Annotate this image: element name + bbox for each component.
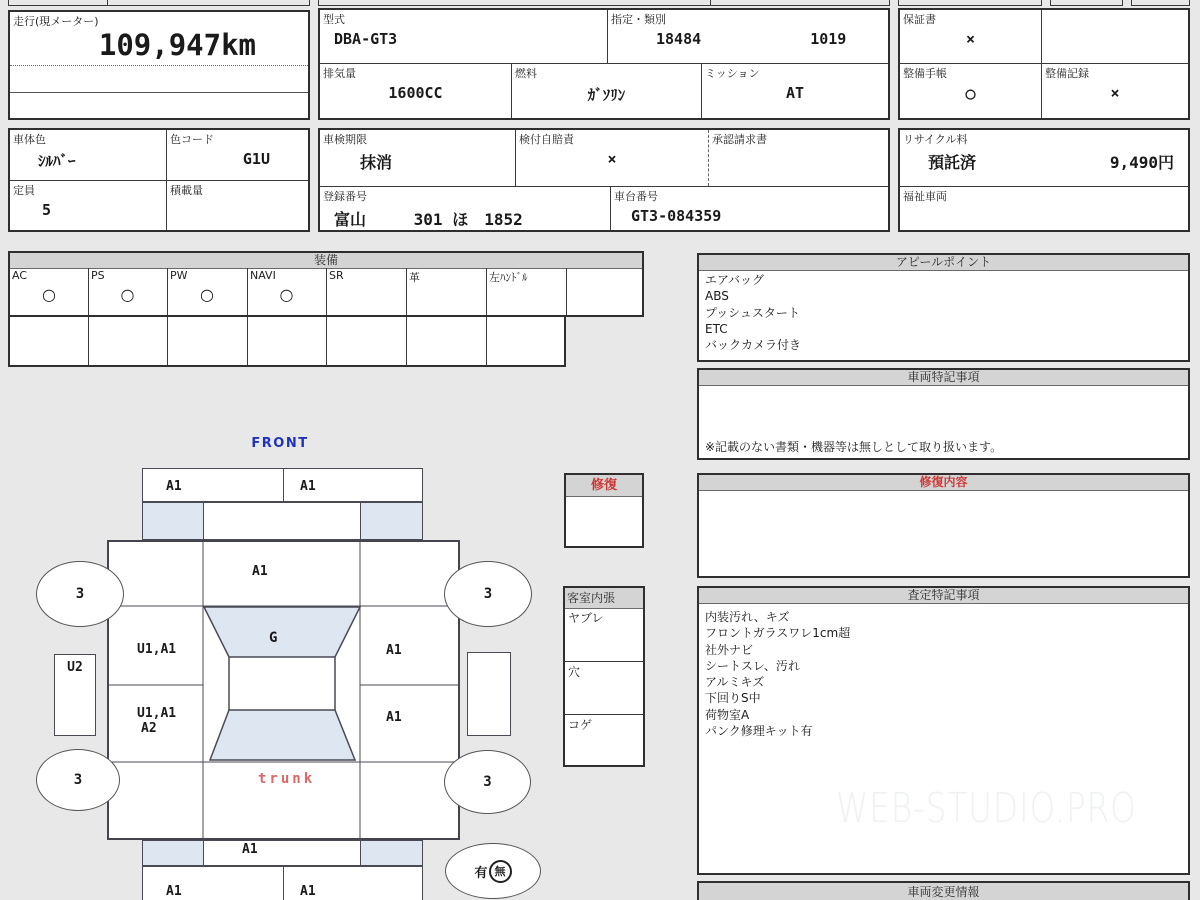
front-bumper-right-mark: A1 <box>300 479 316 494</box>
warranty-label: 保証書 <box>903 13 936 26</box>
front-bumper <box>142 468 423 502</box>
body-color-label: 車体色 <box>13 133 46 146</box>
equip-col-ps: PS <box>91 269 105 282</box>
equip-divider <box>326 268 327 315</box>
interior-box <box>563 586 645 767</box>
repair-content-box <box>697 473 1190 578</box>
registration-value <box>320 207 610 230</box>
equipment-empty-row <box>8 315 566 367</box>
equipment-header: 装備 <box>10 253 642 269</box>
registration-cell <box>320 187 610 230</box>
interior-row-label: コゲ <box>568 718 593 732</box>
appeal-item: バックカメラ付き <box>705 338 802 353</box>
odometer-label: 走行(現メーター) <box>13 15 99 28</box>
odometer-empty-row1 <box>10 67 308 93</box>
rear-bumper-right-mark: A1 <box>300 884 316 899</box>
top-cutoff-row-right3 <box>1131 0 1190 6</box>
equip-col-lhd: 左ﾊﾝﾄﾞﾙ <box>489 271 528 284</box>
equip-col-leather: 革 <box>409 271 420 284</box>
taillight-left <box>143 841 204 865</box>
assessment-item: アルミキズ <box>705 675 765 690</box>
change-info-box <box>697 881 1190 900</box>
top-cutoff-row-mid <box>318 0 890 6</box>
approval-request-label: 承認請求書 <box>712 133 767 146</box>
repair-content-header: 修復内容 <box>699 475 1188 491</box>
assessment-item: 社外ナビ <box>705 642 754 657</box>
car-body-panels <box>107 540 460 840</box>
capacity-value: 5 <box>42 201 52 219</box>
appeal-box <box>697 253 1190 362</box>
wheel-front-left: 3 <box>36 561 124 627</box>
ac-mark: ○ <box>42 285 56 304</box>
headlight-left <box>143 503 204 539</box>
repair-flag-header: 修復 <box>566 475 642 497</box>
recycle-table <box>898 128 1190 232</box>
model-cell <box>320 10 607 63</box>
equip-divider <box>247 317 248 365</box>
odometer-row <box>10 12 308 66</box>
vehicle-notes-header: 車両特記事項 <box>699 370 1188 386</box>
front-bumper-divider <box>283 469 284 501</box>
change-info-header: 車両変更情報 <box>699 883 1188 900</box>
equip-divider <box>486 317 487 365</box>
equip-col-pw: PW <box>170 269 188 282</box>
equipment-table <box>8 251 644 317</box>
documents-table <box>898 8 1190 120</box>
interior-row-label: 穴 <box>568 665 581 679</box>
maintenance-book-label: 整備手帳 <box>903 67 947 80</box>
appeal-item: プッシュスタート <box>705 305 800 320</box>
insurance-mark: × <box>607 150 617 168</box>
hood-mark: A1 <box>252 564 268 579</box>
odometer-value: 109,947km <box>98 28 256 62</box>
assessment-list <box>705 609 1182 739</box>
designation-value-1: 18484 <box>656 30 702 48</box>
warranty-mark: × <box>965 30 976 48</box>
wheel-rear-right: 3 <box>444 750 531 814</box>
equip-divider <box>88 317 89 365</box>
assessment-item: シートスレ、汚れ <box>705 658 800 673</box>
transmission-cell <box>701 64 888 118</box>
rear-bumper-divider <box>283 867 284 900</box>
watermark: WEB-STUDIO.PRO <box>836 784 1137 832</box>
top-cutoff-row-right1 <box>898 0 1042 6</box>
rear-window-panel <box>210 710 355 760</box>
top-cutoff-divider-2 <box>710 0 711 6</box>
equip-col-navi: NAVI <box>250 269 276 282</box>
recycle-fee-status: 預託済 <box>928 153 977 172</box>
interior-row-hole <box>565 661 643 714</box>
odometer-box <box>8 10 310 120</box>
appeal-item: ABS <box>705 289 729 304</box>
assessment-item: 荷物室A <box>705 707 750 722</box>
windshield-panel <box>204 607 360 657</box>
vehicle-notes-box <box>697 368 1190 460</box>
pw-mark: ○ <box>200 285 214 304</box>
appeal-item: ETC <box>705 321 728 336</box>
door-front-right-mark: A1 <box>386 643 402 658</box>
assessment-item: フロントガラスワレ1cm超 <box>705 626 851 641</box>
capacity-label: 定員 <box>13 184 35 197</box>
top-cutoff-row-left <box>8 0 310 6</box>
door-rear-left-mark: U1,A1 <box>137 706 177 721</box>
appeal-list <box>705 272 1182 353</box>
headlight-right <box>360 503 422 539</box>
documents-empty-cell <box>1042 10 1188 63</box>
equip-col-ac: AC <box>12 269 28 282</box>
trunk-label: trunk <box>258 771 316 787</box>
color-code-value: G1U <box>242 150 270 168</box>
load-capacity-cell <box>167 181 308 230</box>
maintenance-record-mark: × <box>1110 84 1120 102</box>
recycle-fee-values <box>900 150 1188 173</box>
insurance-cell <box>515 130 708 186</box>
recycle-fee-label: リサイクル料 <box>903 133 968 146</box>
rear-panel-row <box>142 840 423 866</box>
wheel-rear-left: 3 <box>36 749 120 811</box>
interior-row-label: ヤブレ <box>568 611 604 625</box>
appeal-header: アピールポイント <box>699 255 1188 271</box>
assessment-item: 下回りS中 <box>705 691 761 706</box>
welfare-vehicle-cell <box>900 187 1188 230</box>
equip-divider <box>486 268 487 315</box>
spare-tire-indicator <box>445 843 541 899</box>
equip-divider <box>326 317 327 365</box>
maintenance-record-label: 整備記録 <box>1045 67 1089 80</box>
rear-panel-mark: A1 <box>242 842 258 857</box>
warranty-cell <box>900 10 1041 63</box>
chassis-cell <box>610 187 888 230</box>
body-color-value: ｼﾙﾊﾞｰ <box>38 152 76 170</box>
door-front-left-mark: U1,A1 <box>137 642 177 657</box>
fuel-label: 燃料 <box>515 67 537 80</box>
fuel-cell <box>511 64 701 118</box>
designation-label: 指定・類別 <box>611 13 666 26</box>
rear-bumper-left-mark: A1 <box>166 884 182 899</box>
displacement-value: 1600CC <box>388 84 443 102</box>
equipment-columns <box>10 268 642 315</box>
inspection-expiry-value: 抹消 <box>360 153 393 172</box>
maintenance-book-cell <box>900 64 1041 118</box>
left-sill-box: U2 <box>54 654 96 736</box>
top-cutoff-divider-1 <box>107 0 108 6</box>
approval-request-cell <box>708 130 888 186</box>
cowl-row <box>142 502 423 540</box>
transmission-value: AT <box>785 84 805 102</box>
repair-flag-box <box>564 473 644 548</box>
fuel-value: ｶﾞｿﾘﾝ <box>587 86 626 104</box>
color-code-label: 色コード <box>170 133 214 146</box>
inspection-expiry-label: 車検期限 <box>323 133 367 146</box>
navi-mark: ○ <box>279 285 294 304</box>
inspection-expiry-cell <box>320 130 515 186</box>
welfare-vehicle-label: 福祉車両 <box>903 190 947 203</box>
equip-divider <box>406 268 407 315</box>
right-sill-box <box>467 652 511 736</box>
windshield-mark: G <box>269 630 278 646</box>
wheel-front-right: 3 <box>444 561 532 627</box>
equip-divider <box>566 268 567 315</box>
chassis-value: GT3-084359 <box>631 207 722 225</box>
body-color-table <box>8 128 310 232</box>
model-table <box>318 8 890 120</box>
top-cutoff-row-right2 <box>1050 0 1123 6</box>
front-bumper-left-mark: A1 <box>166 479 182 494</box>
recycle-fee-cell <box>900 130 1188 186</box>
rear-bumper <box>142 866 423 900</box>
designation-values <box>608 30 888 48</box>
maintenance-book-mark: ○ <box>965 84 976 104</box>
door-rear-left-mark2: A2 <box>141 721 157 736</box>
displacement-cell <box>320 64 511 118</box>
maintenance-record-cell <box>1042 64 1188 118</box>
appeal-item: エアバッグ <box>705 273 765 287</box>
model-label: 型式 <box>323 13 345 26</box>
registration-number: 301 ほ 1852 <box>413 210 523 229</box>
designation-value-2: 1019 <box>810 30 847 48</box>
transmission-label: ミッション <box>705 67 760 80</box>
equip-divider <box>167 317 168 365</box>
spare-no-circled-label: 無 <box>489 860 512 883</box>
color-code-cell <box>167 130 308 180</box>
vehicle-notes-note: ※記載のない書類・機器等は無しとして取り扱います。 <box>705 440 1003 454</box>
registration-label: 登録番号 <box>323 190 367 203</box>
insurance-label: 検付自賠責 <box>519 133 574 146</box>
body-color-cell <box>10 130 166 180</box>
assessment-item: 内装汚れ、キズ <box>705 610 790 624</box>
assessment-item: パンク修理キット有 <box>705 724 813 739</box>
interior-row-burn <box>565 714 643 765</box>
spare-yes-label: 有 <box>474 865 488 881</box>
recycle-fee-amount: 9,490円 <box>1109 153 1174 172</box>
registration-prefecture: 富山 <box>334 210 367 229</box>
interior-header: 客室内張 <box>565 588 643 609</box>
inspection-table <box>318 128 890 232</box>
equip-col-sr: SR <box>329 269 344 282</box>
ps-mark: ○ <box>120 285 135 304</box>
designation-cell <box>607 10 888 63</box>
capacity-cell <box>10 181 166 230</box>
chassis-label: 車台番号 <box>614 190 658 203</box>
load-capacity-label: 積載量 <box>170 184 203 197</box>
front-label: FRONT <box>251 436 309 451</box>
assessment-header: 査定特記事項 <box>699 588 1188 604</box>
model-value: DBA-GT3 <box>334 30 398 48</box>
taillight-right <box>360 841 422 865</box>
displacement-label: 排気量 <box>323 67 356 80</box>
interior-row-tear <box>565 608 643 661</box>
equip-divider <box>406 317 407 365</box>
door-rear-right-mark: A1 <box>386 710 402 725</box>
